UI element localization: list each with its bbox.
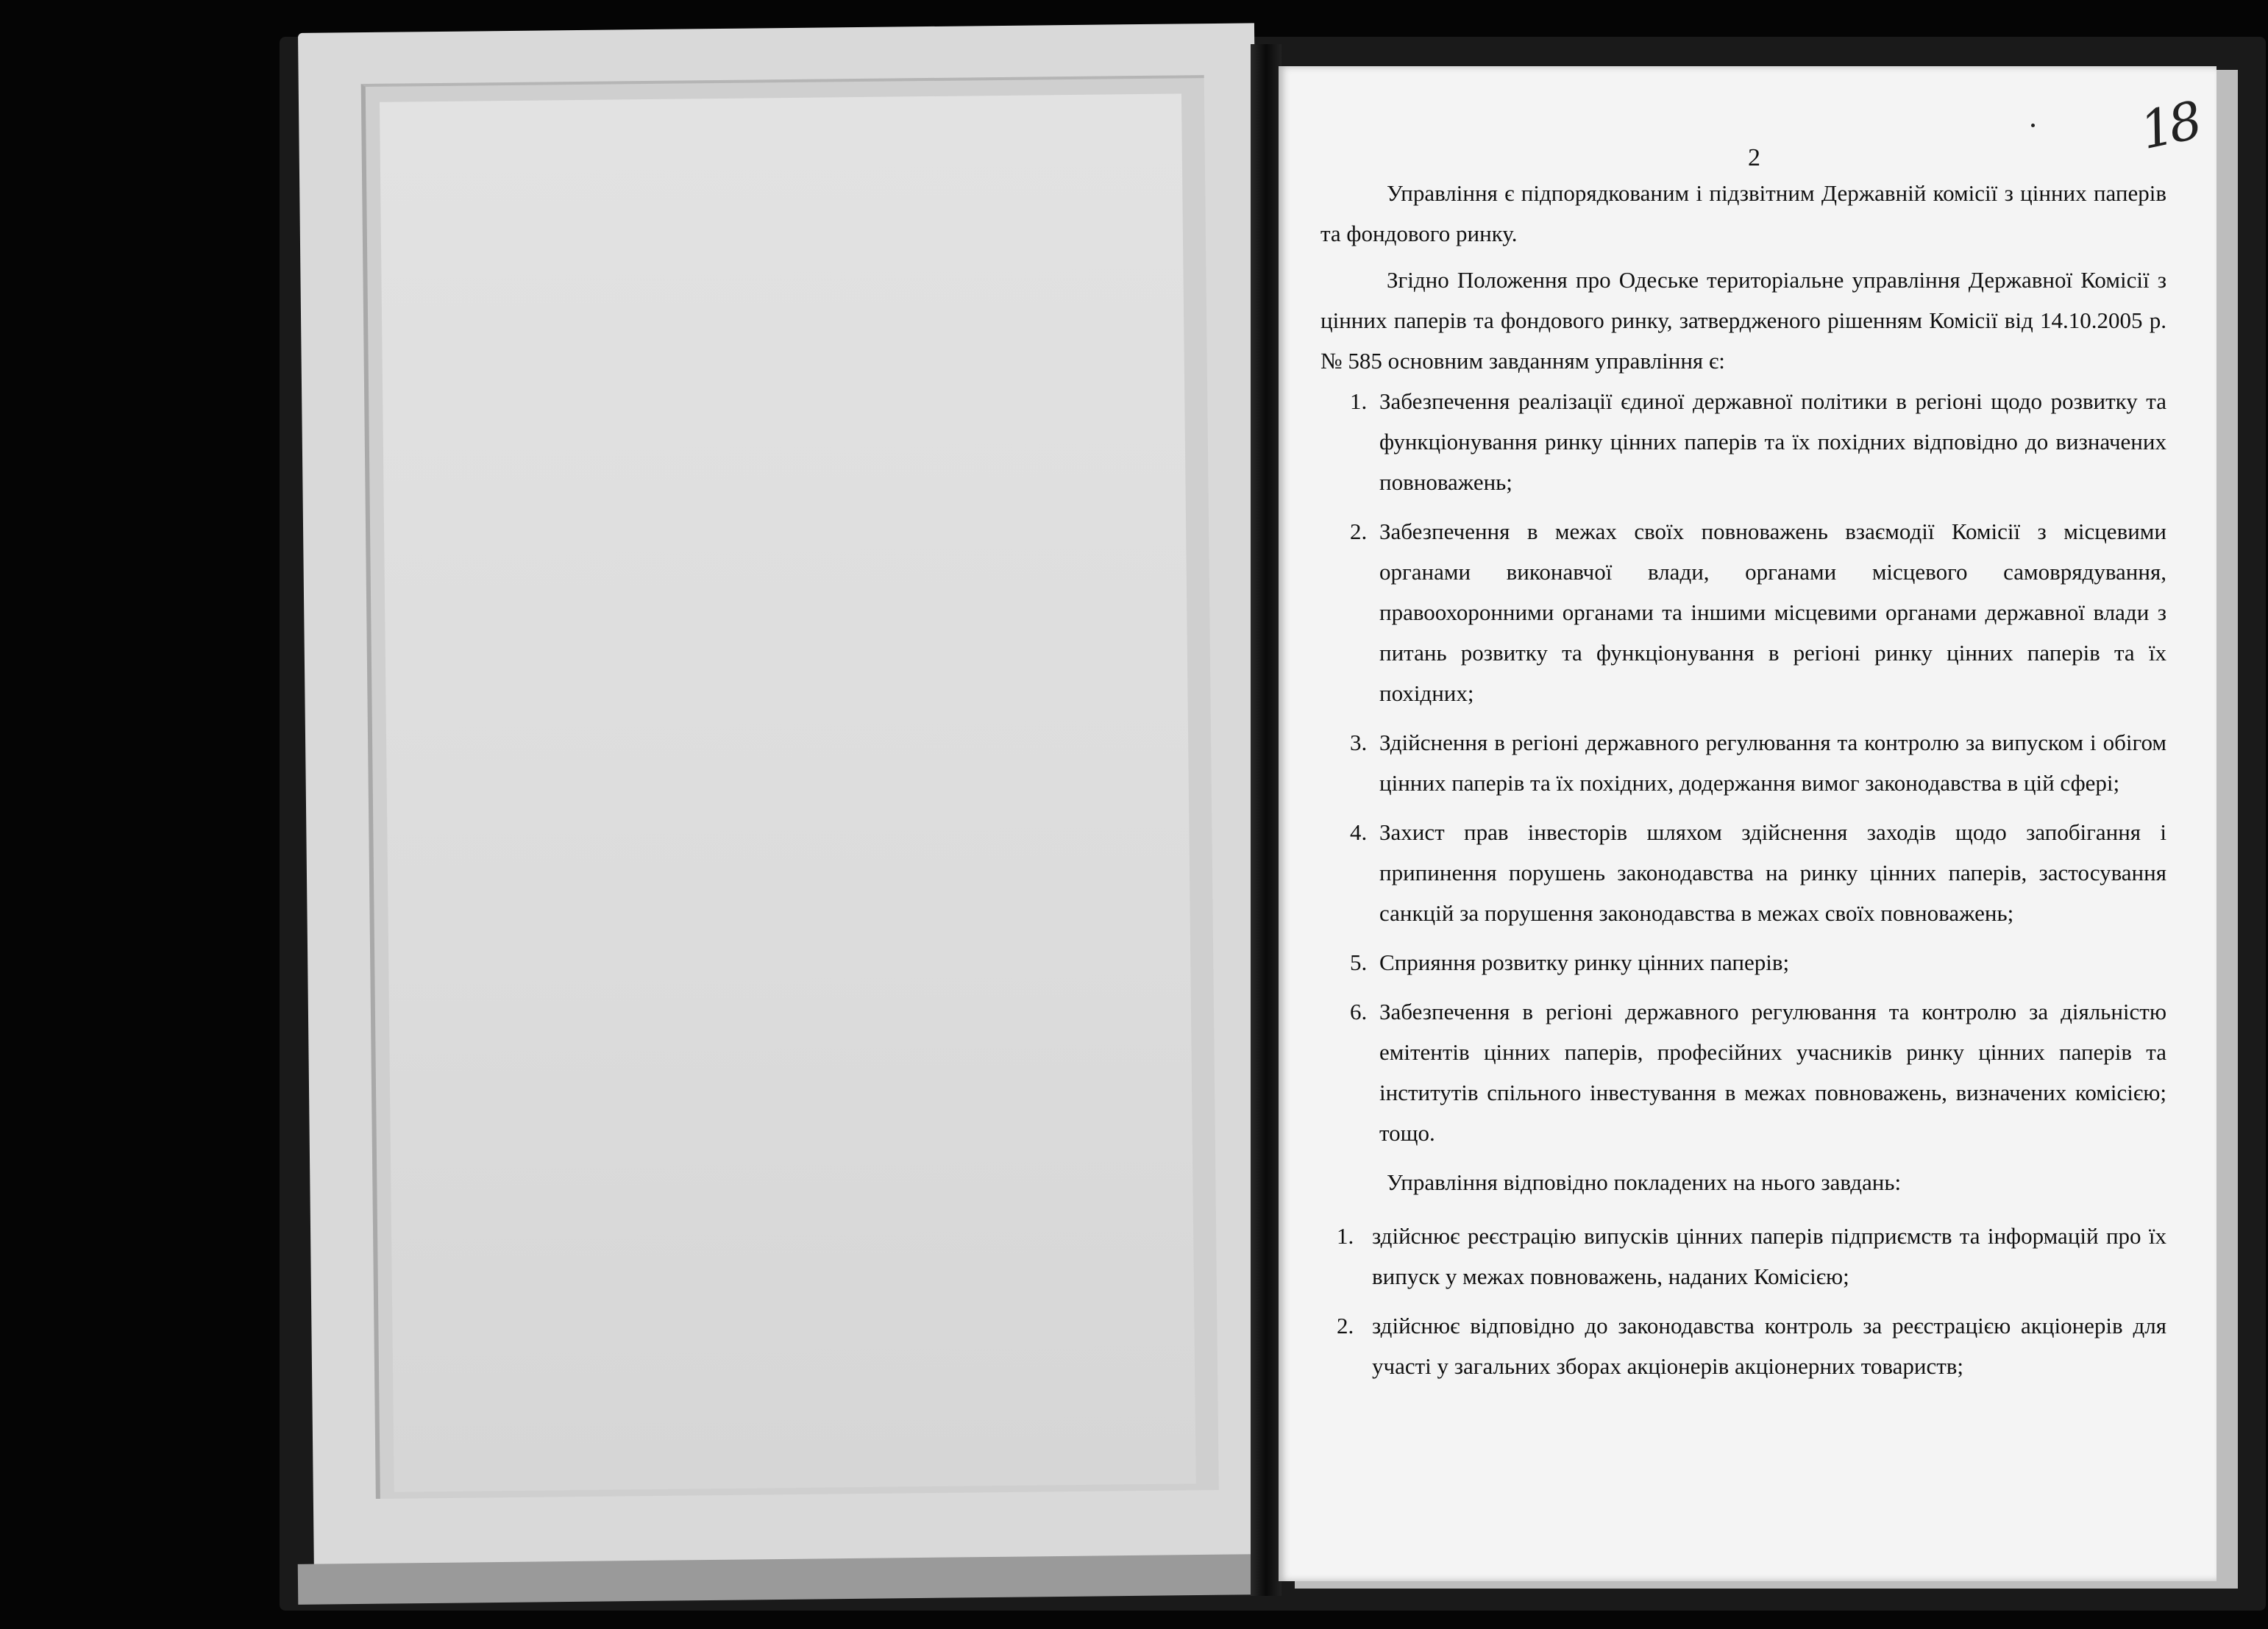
list-item <box>1320 1305 2166 1386</box>
document-text <box>1320 173 2166 1395</box>
ink-dot <box>2031 124 2035 127</box>
page-number: 2 <box>1748 144 1760 171</box>
list-text: Забезпечення в регіоні державного регулювання та контролю за діяльністю емітентів цінних паперів, професійних учасників ринку цінних паперів та інститутів спільного інвестування в межах повноважень, визначених комісією; тощо. <box>1379 999 2166 1146</box>
list-number: 1. <box>1337 1223 1354 1249</box>
list-item <box>1320 991 2166 1153</box>
list-item <box>1320 812 2166 933</box>
list-number: 6. <box>1350 999 1368 1024</box>
duties-heading: Управління відповідно покладених на нього завдань: <box>1387 1169 1902 1195</box>
list-text: здійснює реєстрацію випусків цінних паперів підприємств та інформацій про їх випуск у межах повноважень, наданих Комісією; <box>1372 1223 2166 1289</box>
list-number: 5. <box>1350 949 1368 975</box>
intro-paragraph: Управління є підпорядкованим і підзвітним Державній комісії з цінних паперів та фондового ринку. <box>1320 180 2166 246</box>
book-gutter <box>1251 44 1281 1596</box>
list-text: Захист прав інвесторів шляхом здійснення заходів щодо запобігання і припинення порушень законодавства на ринку цінних паперів, застосування санкцій за порушення законодавства в межах своїх повноважень; <box>1379 819 2166 926</box>
list-text: здійснює відповідно до законодавства контроль за реєстрацією акціонерів для участі у загальних зборах акціонерів акціонерних товариств; <box>1372 1313 2166 1379</box>
left-page <box>298 23 1270 1584</box>
list-text: Сприяння розвитку ринку цінних паперів; <box>1379 949 1790 975</box>
list-item <box>1320 1216 2166 1297</box>
main-tasks-list <box>1320 381 2166 1153</box>
list-item <box>1320 942 2166 983</box>
list-text: Забезпечення в межах своїх повноважень взаємодії Комісії з місцевими органами виконавчої влади, органами місцевого самоврядування, правоохоронними органами та іншими місцевими органами державної влади з питань розвитку та функціонування в регіоні ринку цінних паперів та їх похідних; <box>1379 518 2166 706</box>
list-text: Забезпечення реалізації єдиної державної політики в регіоні щодо розвитку та функціонування ринку цінних паперів та їх похідних відповідно до визначених повноважень; <box>1379 388 2166 495</box>
archive-stamp-number: 18 <box>2135 90 2203 162</box>
list-number: 2. <box>1350 518 1368 544</box>
list-number: 3. <box>1350 730 1368 755</box>
list-number: 4. <box>1350 819 1368 845</box>
list-item <box>1320 511 2166 713</box>
list-item <box>1320 381 2166 502</box>
left-page-sheet <box>380 93 1196 1491</box>
basis-paragraph: Згідно Положення про Одеське територіальне управління Державної Комісії з цінних паперів та фондового ринку, затвердженого рішенням Комісії від 14.10.2005 р. № 585 основним завданням управління є: <box>1320 267 2166 374</box>
list-number: 1. <box>1350 388 1368 414</box>
list-text: Здійснення в регіоні державного регулювання та контролю за випуском і обігом цінних паперів та їх похідних, додержання вимог законодавства в цій сфері; <box>1379 730 2166 796</box>
duties-list <box>1320 1216 2166 1386</box>
list-item <box>1320 722 2166 803</box>
list-number: 2. <box>1337 1313 1354 1339</box>
